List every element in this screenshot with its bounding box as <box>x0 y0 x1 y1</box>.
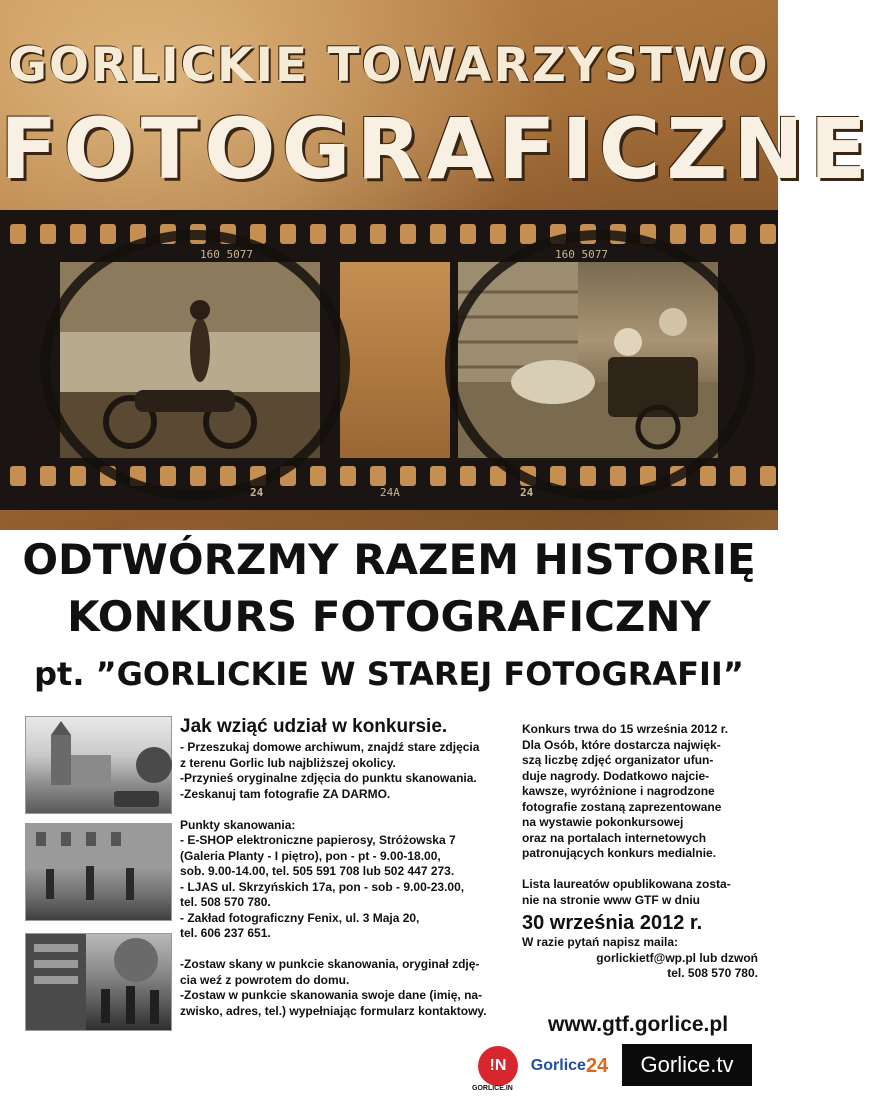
glasses-lens-left <box>40 230 350 500</box>
instruction-line: -Zostaw w punkcie skanowania swoje dane (imię, na- <box>180 988 483 1002</box>
info-line: patronujących konkurs medialnie. <box>522 846 717 860</box>
sepia-header <box>0 0 873 530</box>
old-photo-town-square <box>25 716 172 814</box>
info-line: szą liczbę zdjęć organizator ufun- <box>522 753 714 767</box>
scan-point-line: tel. 508 570 780. <box>180 895 271 909</box>
contact-phone-line: tel. 508 570 780. <box>667 966 758 980</box>
website-url: www.gtf.gorlice.pl <box>548 1013 729 1036</box>
scan-point-line: (Galeria Planty - I piętro), pon - pt - 9.00-18.00, <box>180 848 441 863</box>
film-blank-frame <box>340 262 450 458</box>
contact-email-line: gorlickietf@wp.pl lub dzwoń <box>596 950 758 965</box>
frame-number-right: 24 <box>520 486 534 499</box>
scan-point-line: - Zakład fotograficzny Fenix, ul. 3 Maja 20, <box>180 910 420 925</box>
headline-history: ODTWÓRZMY RAZEM HISTORIĘ <box>22 535 756 584</box>
gorlice24-logo <box>522 1048 617 1084</box>
instruction-spacer <box>180 942 515 958</box>
instructions-heading: Jak wziąć udział w konkursie. <box>180 716 448 737</box>
gorlice24-logo-text: Gorlice <box>530 1057 586 1074</box>
scan-point-line: sob. 9.00-14.00, tel. 505 591 708 lub 502 447 273. <box>180 864 455 878</box>
frame-number-mid: 24A <box>380 486 400 499</box>
gorlice24-logo-number: 24 <box>585 1054 609 1077</box>
info-line: oraz na portalach internetowych <box>522 830 707 845</box>
scan-points-heading: Punkty skanowania: <box>180 817 296 832</box>
instruction-line: -Zostaw skany w punkcie skanowania, oryginał zdję- <box>180 957 480 971</box>
info-line: Lista laureatów opublikowana zosta- <box>522 877 731 891</box>
old-photo-market <box>25 933 172 1031</box>
street-workers-scene <box>26 824 171 920</box>
instruction-line: -Zeskanuj tam fotografie ZA DARMO. <box>180 786 391 801</box>
society-title-large: FOTOGRAFICZNE <box>0 100 873 198</box>
gorlice-in-logo: !N <box>478 1046 518 1086</box>
contact-line: W razie pytań napisz maila: <box>522 935 679 949</box>
instruction-line: z terenu Gorlic lub najbliższej okolicy. <box>180 755 396 770</box>
market-scene <box>26 934 171 1030</box>
society-title: GORLICKIE TOWARZYSTWO <box>8 38 770 93</box>
info-line: nie na stronie www GTF w dniu <box>522 892 701 907</box>
info-spacer <box>522 862 762 878</box>
old-photo-street-workers <box>25 823 172 921</box>
scan-point-line: - LJAS ul. Skrzyńskich 17a, pon - sob - 9.00-23.00, <box>180 879 465 894</box>
results-date: 30 września 2012 r. <box>522 912 703 934</box>
town-square-scene <box>26 717 171 813</box>
gorlice-tv-logo: Gorlice.tv <box>622 1044 752 1086</box>
instruction-line: - Przeszukaj domowe archiwum, znajdź stare zdjęcia <box>180 740 480 754</box>
headline-contest: KONKURS FOTOGRAFICZNY <box>67 592 711 641</box>
film-code-left: 160 5077 <box>200 248 253 261</box>
headline-contest-title: pt. ”GORLICKIE W STAREJ FOTOGRAFII” <box>34 655 744 693</box>
info-line: duje nagrody. Dodatkowo najcie- <box>522 768 710 783</box>
instruction-line: cia weź z powrotem do domu. <box>180 972 350 987</box>
info-line: kawsze, wyróżnione i nagrodzone <box>522 784 715 798</box>
info-line: na wystawie pokonkursowej <box>522 815 684 829</box>
scan-point-line: tel. 606 237 651. <box>180 926 271 940</box>
participation-instructions <box>180 716 515 1019</box>
instruction-line: -Przynieś oryginalne zdjęcia do punktu skanowania. <box>180 771 477 785</box>
info-line: Konkurs trwa do 15 września 2012 r. <box>522 722 729 736</box>
film-strip <box>0 210 778 510</box>
frame-number-left: 24 <box>250 486 264 499</box>
instruction-spacer <box>180 802 515 818</box>
info-line: fotografie zostaną zaprezentowane <box>522 799 722 814</box>
gorlice-in-logo-label: GORLICE.IN <box>472 1085 513 1092</box>
glasses-lens-right <box>445 230 755 500</box>
contest-info <box>522 722 762 982</box>
film-code-right: 160 5077 <box>555 248 608 261</box>
info-line: Dla Osób, które dostarcza najwięk- <box>522 737 721 752</box>
scan-point-line: - E-SHOP elektroniczne papierosy, Stróżowska 7 <box>180 833 456 847</box>
instruction-line: zwisko, adres, tel.) wypełniając formularz kontaktowy. <box>180 1003 487 1018</box>
